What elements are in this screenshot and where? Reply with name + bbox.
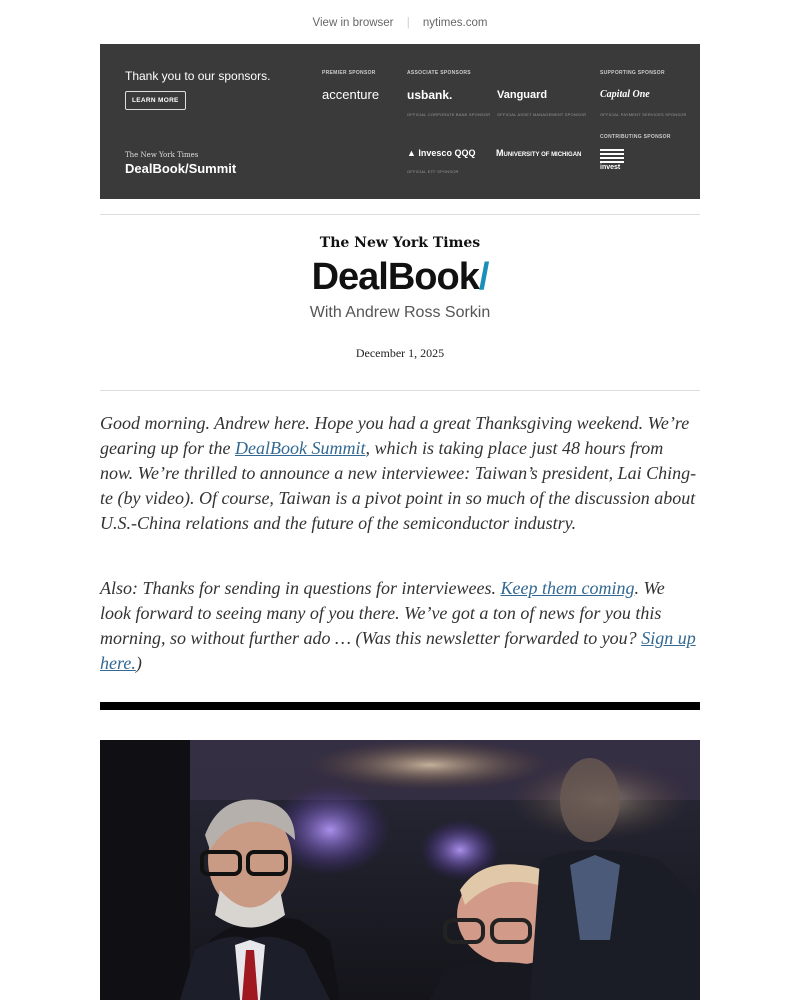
invest-logo-text: invest: [600, 164, 621, 171]
nytimes-link[interactable]: nytimes.com: [422, 17, 488, 29]
newsletter-date: December 1, 2025: [355, 346, 445, 360]
associate-sponsors-heading: ASSOCIATE SPONSORS: [407, 70, 471, 76]
second-paragraph: [100, 576, 700, 676]
invest-logo[interactable]: [600, 148, 626, 174]
nyt-logo[interactable]: The New York Times: [319, 235, 481, 251]
dealbook-slash: /: [478, 256, 489, 298]
intro-text-2: , which is taking place just 48 hours from now. We’re thrilled to announce a new interviewee: Taiwan’s president, Lai Ching-te (by video). Of course, Taiwan is a pivot point in so much of the discussion about U.S.-China relations and the future of the semiconductor industry.: [100, 438, 697, 533]
trading-floor-photo: [100, 740, 700, 1000]
umich-logo-text: UNIVERSITY OF MICHIGAN: [503, 152, 582, 158]
supporting-sponsor-heading: SUPPORTING SPONSOR: [600, 70, 665, 76]
invesco-caption: OFFICIAL ETF SPONSOR: [407, 169, 459, 174]
sponsor-nyt-logo: The New York Times: [125, 151, 199, 159]
umich-logo[interactable]: [496, 148, 581, 158]
invesco-logo[interactable]: [407, 148, 475, 158]
intro-text-1: Good morning. Andrew here. Hope you had a great Thanksgiving weekend. We’re gearing up for the: [100, 413, 690, 458]
dealbook-logo[interactable]: [0, 256, 800, 299]
second-text-1: Also: Thanks for sending in questions for interviewees.: [100, 578, 501, 598]
view-in-browser-link[interactable]: View in browser: [312, 17, 394, 29]
separator: |: [406, 17, 410, 29]
vanguard-logo[interactable]: Vanguard: [497, 89, 548, 101]
usbank-logo[interactable]: usbank.: [407, 88, 453, 102]
invesco-logo-text: Invesco QQQ: [418, 148, 476, 158]
usbank-caption: OFFICIAL CORPORATE BANK SPONSOR: [407, 112, 491, 117]
dealbook-summit-logo: DealBook/Summit: [125, 161, 237, 176]
premier-sponsor-heading: PREMIER SPONSOR: [322, 70, 376, 76]
divider: [100, 390, 700, 391]
top-links: [0, 17, 800, 29]
keep-them-coming-link[interactable]: Keep them coming: [500, 578, 635, 598]
dealbook-summit-link[interactable]: DealBook Summit: [235, 438, 366, 458]
vanguard-caption: OFFICIAL ASSET MANAGEMENT SPONSOR: [497, 112, 587, 117]
section-divider-bar: [100, 702, 700, 710]
dealbook-title: DealBook: [311, 256, 479, 298]
sponsor-thanks: Thank you to our sponsors.: [125, 69, 271, 83]
sponsor-banner[interactable]: [100, 44, 700, 199]
second-text-3: ): [135, 653, 142, 673]
accenture-logo[interactable]: accenture: [322, 87, 380, 102]
capital-one-logo[interactable]: Capital One: [600, 89, 650, 100]
sign-up-link[interactable]: Sign up here.: [100, 628, 696, 673]
block-m-icon: M: [496, 148, 504, 158]
intro-paragraph: [100, 411, 700, 536]
contributing-sponsor-heading: CONTRIBUTING SPONSOR: [600, 134, 671, 140]
photo-illustration: [100, 740, 700, 1000]
capital-one-caption: OFFICIAL PAYMENT SERVICES SPONSOR: [600, 112, 687, 117]
invesco-mountain-icon: ▲: [407, 148, 419, 158]
dealbook-subtitle: With Andrew Ross Sorkin: [309, 304, 491, 321]
divider: [100, 214, 700, 215]
learn-more-button[interactable]: LEARN MORE: [125, 91, 186, 110]
second-text-2: . We look forward to seeing many of you there. We’ve got a ton of news for you this morning, so without further ado … (Was this newsletter forwarded to you?: [100, 578, 665, 648]
